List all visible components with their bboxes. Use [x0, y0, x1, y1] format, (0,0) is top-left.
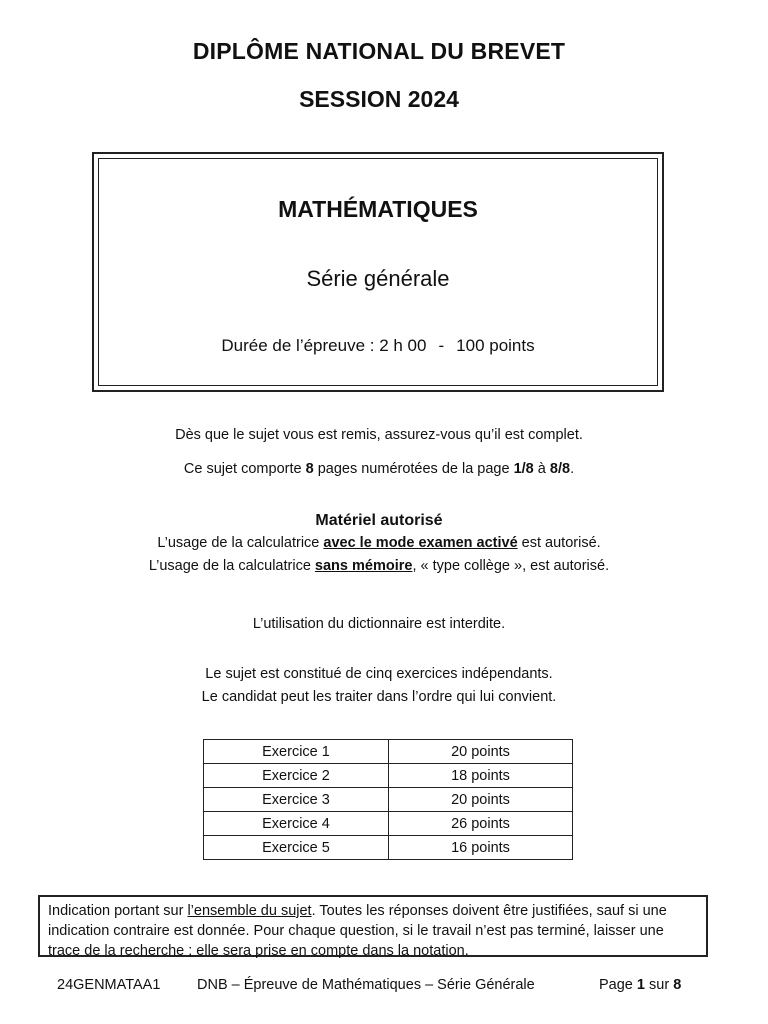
- table-row: [204, 812, 573, 836]
- instruction-pages: [0, 461, 758, 477]
- exercise-points: 26 points: [389, 812, 573, 836]
- structure-line-1: Le sujet est constitué de cinq exercices indépendants.: [205, 666, 553, 682]
- subject-serie: Série générale: [306, 266, 450, 291]
- subject-duration: [94, 336, 662, 356]
- footer-code: 24GENMATAA1: [57, 977, 161, 993]
- exercise-points-table: [203, 739, 573, 860]
- materiel-calc-sans-memoire: [0, 558, 758, 574]
- footer-page-number: [599, 977, 681, 993]
- pages-text-d: .: [570, 461, 575, 477]
- exercise-name: Exercice 2: [204, 764, 389, 788]
- materiel-title: Matériel autorisé: [315, 512, 443, 529]
- general-indication-box: [38, 895, 708, 957]
- exercise-name: Exercice 1: [204, 740, 389, 764]
- exercise-name: Exercice 3: [204, 788, 389, 812]
- calc1-text-a: L’usage de la calculatrice: [157, 535, 324, 551]
- note-text-c: . Toutes les réponses doivent être justifiées, sauf si une indication contraire est donnée. Pour chaque question, si le travail n’est pas terminé, laisser une trace de la recherche ; elle sera prise en compte dans la notation.: [48, 903, 667, 959]
- page-current: 1: [636, 977, 645, 993]
- calc2-text-c: , « type collège », est autorisé.: [412, 558, 610, 574]
- subject-box: [92, 152, 664, 392]
- pages-text-b: pages numérotées de la page: [313, 461, 514, 477]
- total-points: 100 points: [456, 336, 535, 355]
- note-text-a: Indication portant sur: [48, 903, 188, 919]
- exercise-name: Exercice 5: [204, 836, 389, 860]
- exercise-points: 18 points: [389, 764, 573, 788]
- duration-separator: -: [438, 336, 445, 355]
- page-text-b: sur: [644, 977, 674, 993]
- pages-first: 1/8: [513, 461, 534, 477]
- exercise-points: 20 points: [389, 740, 573, 764]
- instruction-complete: Dès que le sujet vous est remis, assurez-vous qu’il est complet.: [175, 427, 583, 443]
- subject-name: MATHÉMATIQUES: [278, 196, 478, 222]
- exercise-points: 16 points: [389, 836, 573, 860]
- table-row: [204, 788, 573, 812]
- footer-label: DNB – Épreuve de Mathématiques – Série Générale: [197, 977, 535, 993]
- pages-last: 8/8: [549, 461, 571, 477]
- calc1-mode-examen: avec le mode examen activé: [323, 535, 518, 551]
- page-total: 8: [673, 977, 682, 993]
- materiel-dictionnaire: L’utilisation du dictionnaire est interdite.: [252, 616, 506, 632]
- structure-line-2: Le candidat peut les traiter dans l’ordre qui lui convient.: [201, 689, 557, 705]
- page-text-a: Page: [599, 977, 637, 993]
- note-ensemble-sujet: l’ensemble du sujet: [187, 903, 312, 919]
- table-row: [204, 764, 573, 788]
- materiel-calc-exam: [0, 535, 758, 551]
- duration-label: Durée de l’épreuve : 2 h 00: [221, 336, 427, 355]
- calc2-text-a: L’usage de la calculatrice: [148, 558, 315, 574]
- exam-session: SESSION 2024: [299, 86, 459, 112]
- table-row: [204, 740, 573, 764]
- table-row: [204, 836, 573, 860]
- exercise-name: Exercice 4: [204, 812, 389, 836]
- exercise-points: 20 points: [389, 788, 573, 812]
- calc1-text-c: est autorisé.: [517, 535, 601, 551]
- calc2-sans-memoire: sans mémoire: [314, 558, 413, 574]
- exam-title: DIPLÔME NATIONAL DU BREVET: [192, 38, 566, 64]
- pages-count: 8: [305, 461, 314, 477]
- pages-text-c: à: [533, 461, 550, 477]
- pages-text-a: Ce sujet comporte: [183, 461, 306, 477]
